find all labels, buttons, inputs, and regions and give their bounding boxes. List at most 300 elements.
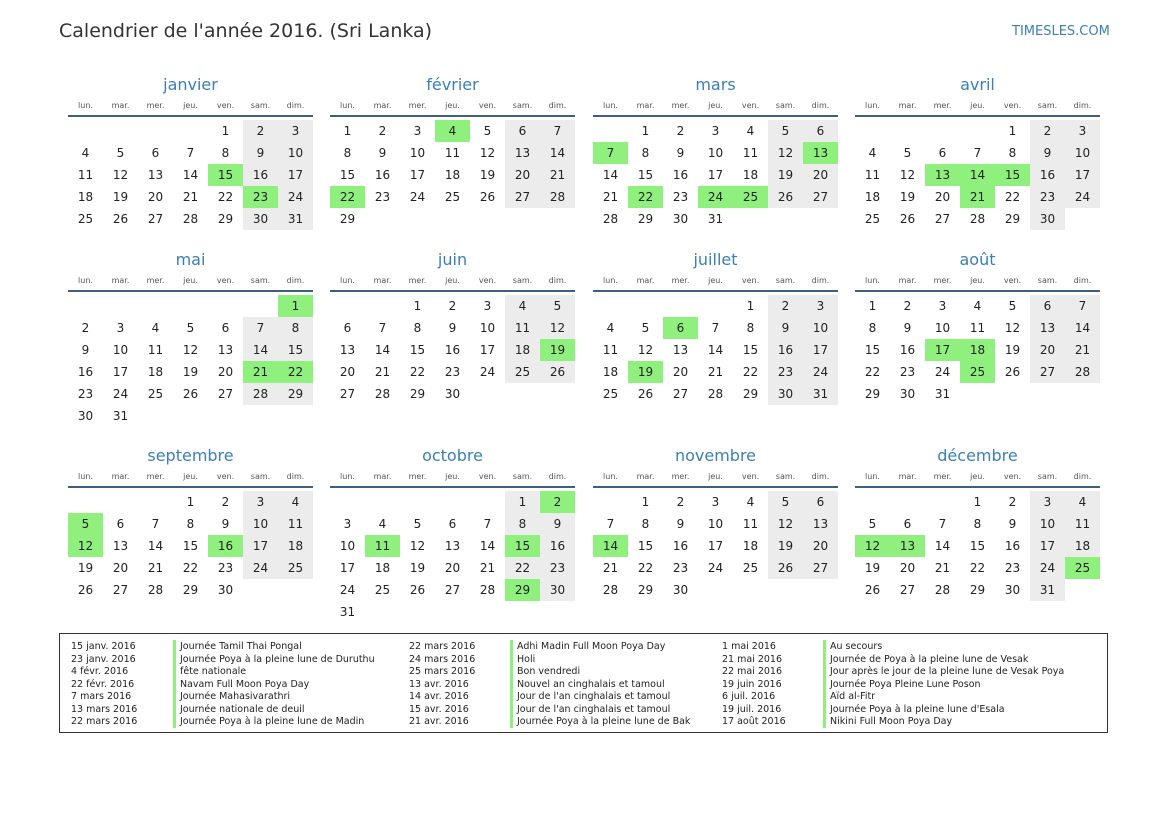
day-cell: 3 <box>413 124 422 138</box>
day-cell: 4 <box>868 146 877 160</box>
weekday-label: dim. <box>811 276 830 285</box>
weekday-label: ven. <box>741 472 760 481</box>
day-cell: 17 <box>1030 535 1065 557</box>
day-cell: 8 <box>505 513 540 535</box>
day-cell: 21 <box>374 365 391 379</box>
day-cell: 18 <box>505 339 540 361</box>
holiday-date: 23 janv. 2016 <box>71 653 136 665</box>
day-cell: 12 <box>409 539 426 553</box>
holiday-day-cell: 24 <box>698 186 733 208</box>
day-cell: 12 <box>182 343 199 357</box>
day-cell: 15 <box>969 539 986 553</box>
weekday-label: mer. <box>408 472 427 481</box>
month-name: mars <box>695 75 736 94</box>
day-cell: 27 <box>505 186 540 208</box>
day-cell: 7 <box>711 321 720 335</box>
day-cell: 2 <box>378 124 387 138</box>
weekday-label: mer. <box>671 276 690 285</box>
day-cell: 28 <box>602 583 619 597</box>
day-cell: 10 <box>707 146 724 160</box>
day-cell: 30 <box>768 383 803 405</box>
weekday-label: ven. <box>478 276 497 285</box>
holiday-day-cell: 16 <box>208 535 243 557</box>
day-cell: 20 <box>803 164 838 186</box>
day-cell: 10 <box>112 343 129 357</box>
holiday-name: fête nationale <box>173 665 246 678</box>
day-cell: 28 <box>243 383 278 405</box>
holiday-day-cell: 19 <box>540 339 575 361</box>
day-cell: 21 <box>934 561 951 575</box>
weekday-label: mer. <box>933 472 952 481</box>
day-cell: 2 <box>676 124 685 138</box>
holiday-day-cell: 21 <box>243 361 278 383</box>
holiday-name: Au secours <box>823 640 882 653</box>
day-cell: 17 <box>707 168 724 182</box>
day-cell: 23 <box>217 561 234 575</box>
day-cell: 1 <box>186 495 195 509</box>
day-cell: 8 <box>413 321 422 335</box>
day-cell: 8 <box>868 321 877 335</box>
day-cell: 18 <box>602 365 619 379</box>
day-cell: 12 <box>899 168 916 182</box>
holiday-day-cell: 23 <box>243 186 278 208</box>
day-cell: 26 <box>864 583 881 597</box>
holiday-name: Journée Poya à la pleine lune de Duruthu <box>173 653 375 666</box>
day-cell: 14 <box>243 339 278 361</box>
day-cell: 10 <box>803 317 838 339</box>
day-cell: 7 <box>938 517 947 531</box>
day-cell: 29 <box>969 583 986 597</box>
month-9 <box>68 445 313 615</box>
day-cell: 22 <box>409 365 426 379</box>
month-divider <box>330 486 575 488</box>
day-cell: 23 <box>672 561 689 575</box>
day-cell: 17 <box>409 168 426 182</box>
day-cell: 16 <box>768 339 803 361</box>
weekday-label: ven. <box>216 472 235 481</box>
day-cell: 3 <box>1030 491 1065 513</box>
day-cell: 6 <box>1030 295 1065 317</box>
day-cell: 13 <box>672 343 689 357</box>
day-cell: 6 <box>151 146 160 160</box>
day-cell: 9 <box>1030 142 1065 164</box>
day-cell: 4 <box>81 146 90 160</box>
day-cell: 30 <box>77 409 94 423</box>
month-divider <box>593 290 838 292</box>
day-cell: 7 <box>243 317 278 339</box>
weekday-label: lun. <box>78 276 93 285</box>
weekday-label: dim. <box>1073 101 1092 110</box>
weekday-label: mer. <box>146 101 165 110</box>
day-cell: 27 <box>934 212 951 226</box>
holiday-date: 22 mai 2016 <box>722 666 783 677</box>
holiday-day-cell: 15 <box>995 164 1030 186</box>
day-cell: 6 <box>903 517 912 531</box>
day-cell: 3 <box>243 491 278 513</box>
day-cell: 9 <box>243 142 278 164</box>
day-cell: 23 <box>672 190 689 204</box>
day-cell: 7 <box>186 146 195 160</box>
holiday-date: 25 mars 2016 <box>409 666 476 677</box>
weekday-label: lun. <box>603 276 618 285</box>
holiday-date: 15 avr. 2016 <box>409 703 469 715</box>
weekday-label: ven. <box>216 276 235 285</box>
day-cell: 8 <box>278 317 313 339</box>
holiday-name: Navam Full Moon Poya Day <box>173 678 309 691</box>
month-divider <box>593 486 838 488</box>
day-cell: 10 <box>243 513 278 535</box>
day-cell: 22 <box>1004 190 1021 204</box>
holiday-day-cell: 6 <box>663 317 698 339</box>
day-cell: 20 <box>672 365 689 379</box>
weekday-label: sam. <box>1037 276 1058 285</box>
day-cell: 5 <box>186 321 195 335</box>
day-cell: 21 <box>602 190 619 204</box>
weekday-label: ven. <box>216 101 235 110</box>
day-cell: 24 <box>409 190 426 204</box>
day-cell: 8 <box>343 146 352 160</box>
day-cell: 26 <box>77 583 94 597</box>
weekday-label: lun. <box>603 472 618 481</box>
day-cell: 12 <box>768 513 803 535</box>
day-cell: 26 <box>899 212 916 226</box>
day-cell: 22 <box>505 557 540 579</box>
weekday-label: jeu. <box>445 472 460 481</box>
day-cell: 25 <box>444 190 461 204</box>
day-cell: 10 <box>707 517 724 531</box>
day-cell: 31 <box>339 605 356 619</box>
holiday-day-cell: 2 <box>540 491 575 513</box>
month-name: décembre <box>937 446 1018 465</box>
month-divider <box>68 290 313 292</box>
day-cell: 20 <box>147 190 164 204</box>
day-cell: 1 <box>641 495 650 509</box>
day-cell: 16 <box>672 539 689 553</box>
weekday-label: jeu. <box>708 472 723 481</box>
holiday-name: Journée Poya à la pleine lune d'Esala <box>823 703 1005 716</box>
day-cell: 15 <box>864 343 881 357</box>
holiday-date: 1 mai 2016 <box>722 641 776 652</box>
day-cell: 2 <box>676 495 685 509</box>
day-cell: 25 <box>147 387 164 401</box>
day-cell: 21 <box>182 190 199 204</box>
month-divider <box>68 486 313 488</box>
day-cell: 10 <box>1030 513 1065 535</box>
day-cell: 5 <box>540 295 575 317</box>
day-cell: 28 <box>147 583 164 597</box>
day-cell: 1 <box>1008 124 1017 138</box>
day-cell: 7 <box>1065 295 1100 317</box>
day-cell: 23 <box>374 190 391 204</box>
weekday-label: sam. <box>1037 472 1058 481</box>
day-cell: 4 <box>606 321 615 335</box>
day-cell: 19 <box>864 561 881 575</box>
holiday-day-cell: 1 <box>278 295 313 317</box>
month-12 <box>855 445 1100 615</box>
holiday-day-cell: 12 <box>855 535 890 557</box>
day-cell: 19 <box>768 164 803 186</box>
day-cell: 6 <box>448 517 457 531</box>
day-cell: 10 <box>339 539 356 553</box>
day-cell: 9 <box>448 321 457 335</box>
holiday-day-cell: 13 <box>925 164 960 186</box>
weekday-label: mer. <box>408 276 427 285</box>
day-cell: 1 <box>746 299 755 313</box>
day-cell: 5 <box>116 146 125 160</box>
day-cell: 6 <box>803 491 838 513</box>
holiday-name: Jour de l'an cinghalais et tamoul <box>510 690 670 703</box>
month-divider <box>68 115 313 117</box>
holiday-day-cell: 19 <box>628 361 663 383</box>
day-cell: 8 <box>186 517 195 531</box>
holiday-date: 21 avr. 2016 <box>409 716 469 727</box>
holiday-name: Adhi Madin Full Moon Poya Day <box>510 640 665 653</box>
day-cell: 11 <box>444 146 461 160</box>
weekday-label: dim. <box>548 472 567 481</box>
day-cell: 27 <box>899 583 916 597</box>
weekday-label: lun. <box>865 276 880 285</box>
weekday-label: lun. <box>340 276 355 285</box>
day-cell: 18 <box>77 190 94 204</box>
month-divider <box>855 486 1100 488</box>
day-cell: 2 <box>81 321 90 335</box>
day-cell: 26 <box>479 190 496 204</box>
weekday-label: ven. <box>1003 101 1022 110</box>
day-cell: 4 <box>746 495 755 509</box>
day-cell: 22 <box>864 365 881 379</box>
day-cell: 19 <box>899 190 916 204</box>
day-cell: 20 <box>899 561 916 575</box>
day-cell: 14 <box>147 539 164 553</box>
month-divider <box>330 115 575 117</box>
day-cell: 17 <box>803 339 838 361</box>
day-cell: 12 <box>1004 321 1021 335</box>
day-cell: 31 <box>707 212 724 226</box>
day-cell: 23 <box>540 557 575 579</box>
day-cell: 8 <box>973 517 982 531</box>
day-cell: 26 <box>540 361 575 383</box>
day-cell: 21 <box>540 164 575 186</box>
day-cell: 15 <box>339 168 356 182</box>
day-cell: 14 <box>374 343 391 357</box>
day-cell: 22 <box>637 561 654 575</box>
day-cell: 8 <box>1008 146 1017 160</box>
day-cell: 29 <box>182 583 199 597</box>
day-cell: 2 <box>768 295 803 317</box>
day-cell: 17 <box>112 365 129 379</box>
holiday-name: Nouvel an cinghalais et tamoul <box>510 678 665 691</box>
day-cell: 20 <box>1030 339 1065 361</box>
day-cell: 16 <box>77 365 94 379</box>
day-cell: 5 <box>768 120 803 142</box>
holiday-day-cell: 4 <box>435 120 470 142</box>
month-name: août <box>959 250 996 269</box>
holiday-day-cell: 11 <box>365 535 400 557</box>
day-cell: 17 <box>243 535 278 557</box>
holiday-day-cell: 13 <box>890 535 925 557</box>
weekday-label: mar. <box>373 276 392 285</box>
day-cell: 9 <box>903 321 912 335</box>
month-4 <box>855 74 1100 244</box>
weekday-label: mer. <box>933 276 952 285</box>
day-cell: 30 <box>672 212 689 226</box>
weekday-label: mar. <box>898 472 917 481</box>
day-cell: 19 <box>409 561 426 575</box>
day-cell: 5 <box>483 124 492 138</box>
day-cell: 24 <box>339 583 356 597</box>
day-cell: 28 <box>540 186 575 208</box>
day-cell: 8 <box>221 146 230 160</box>
day-cell: 8 <box>746 321 755 335</box>
day-cell: 2 <box>448 299 457 313</box>
day-cell: 1 <box>868 299 877 313</box>
day-cell: 7 <box>151 517 160 531</box>
day-cell: 12 <box>112 168 129 182</box>
month-11 <box>593 445 838 615</box>
holiday-day-cell: 17 <box>925 339 960 361</box>
month-name: mai <box>175 250 206 269</box>
day-cell: 25 <box>374 583 391 597</box>
day-cell: 29 <box>742 387 759 401</box>
weekday-label: dim. <box>548 101 567 110</box>
holiday-day-cell: 14 <box>960 164 995 186</box>
day-cell: 19 <box>1004 343 1021 357</box>
holiday-date: 17 août 2016 <box>722 716 786 727</box>
day-cell: 16 <box>540 535 575 557</box>
month-divider <box>855 290 1100 292</box>
day-cell: 21 <box>707 365 724 379</box>
day-cell: 25 <box>278 557 313 579</box>
day-cell: 18 <box>374 561 391 575</box>
weekday-label: dim. <box>1073 276 1092 285</box>
day-cell: 21 <box>147 561 164 575</box>
holiday-day-cell: 22 <box>278 361 313 383</box>
holiday-day-cell: 13 <box>803 142 838 164</box>
day-cell: 25 <box>742 561 759 575</box>
day-cell: 22 <box>182 561 199 575</box>
day-cell: 26 <box>768 186 803 208</box>
holiday-date: 13 avr. 2016 <box>409 678 469 690</box>
holiday-list <box>59 633 1108 733</box>
day-cell: 30 <box>540 579 575 601</box>
day-cell: 2 <box>221 495 230 509</box>
day-cell: 5 <box>641 321 650 335</box>
day-cell: 21 <box>1065 339 1100 361</box>
brand-link[interactable]: TIMESLES.COM <box>1012 24 1110 39</box>
day-cell: 16 <box>1030 164 1065 186</box>
day-cell: 26 <box>637 387 654 401</box>
day-cell: 28 <box>479 583 496 597</box>
day-cell: 20 <box>217 365 234 379</box>
day-cell: 20 <box>934 190 951 204</box>
day-cell: 6 <box>221 321 230 335</box>
page-title: Calendrier de l'année 2016. (Sri Lanka) <box>59 20 433 42</box>
day-cell: 27 <box>444 583 461 597</box>
day-cell: 11 <box>77 168 94 182</box>
day-cell: 19 <box>768 535 803 557</box>
day-cell: 24 <box>803 361 838 383</box>
holiday-day-cell: 12 <box>68 535 103 557</box>
day-cell: 13 <box>217 343 234 357</box>
weekday-label: jeu. <box>445 101 460 110</box>
day-cell: 24 <box>278 186 313 208</box>
holiday-day-cell: 14 <box>593 535 628 557</box>
day-cell: 13 <box>339 343 356 357</box>
day-cell: 21 <box>479 561 496 575</box>
day-cell: 19 <box>112 190 129 204</box>
day-cell: 4 <box>378 517 387 531</box>
day-cell: 4 <box>505 295 540 317</box>
weekday-label: lun. <box>865 472 880 481</box>
day-cell: 11 <box>505 317 540 339</box>
day-cell: 5 <box>903 146 912 160</box>
day-cell: 12 <box>479 146 496 160</box>
weekday-label: jeu. <box>970 472 985 481</box>
day-cell: 16 <box>243 164 278 186</box>
day-cell: 2 <box>1008 495 1017 509</box>
day-cell: 29 <box>864 387 881 401</box>
day-cell: 11 <box>969 321 986 335</box>
day-cell: 28 <box>934 583 951 597</box>
weekday-label: dim. <box>811 101 830 110</box>
day-cell: 5 <box>1008 299 1017 313</box>
weekday-label: jeu. <box>970 276 985 285</box>
day-cell: 16 <box>1004 539 1021 553</box>
day-cell: 13 <box>147 168 164 182</box>
day-cell: 10 <box>1065 142 1100 164</box>
weekday-label: sam. <box>512 101 533 110</box>
day-cell: 31 <box>278 208 313 230</box>
day-cell: 3 <box>938 299 947 313</box>
day-cell: 3 <box>483 299 492 313</box>
day-cell: 4 <box>151 321 160 335</box>
weekday-label: sam. <box>775 276 796 285</box>
weekday-label: mer. <box>146 276 165 285</box>
weekday-label: jeu. <box>445 276 460 285</box>
day-cell: 27 <box>803 186 838 208</box>
day-cell: 1 <box>221 124 230 138</box>
weekday-label: sam. <box>512 472 533 481</box>
month-name: juillet <box>693 250 738 269</box>
weekday-label: jeu. <box>708 276 723 285</box>
day-cell: 9 <box>378 146 387 160</box>
holiday-date: 7 mars 2016 <box>71 691 132 702</box>
day-cell: 1 <box>641 124 650 138</box>
day-cell: 10 <box>934 321 951 335</box>
day-cell: 11 <box>602 343 619 357</box>
holiday-date: 6 juil. 2016 <box>722 691 776 702</box>
day-cell: 15 <box>742 343 759 357</box>
holiday-name: Journée Poya Pleine Lune Poson <box>823 678 981 691</box>
day-cell: 28 <box>374 387 391 401</box>
day-cell: 17 <box>1065 164 1100 186</box>
day-cell: 29 <box>409 387 426 401</box>
holiday-day-cell: 7 <box>593 142 628 164</box>
day-cell: 13 <box>444 539 461 553</box>
weekday-label: lun. <box>78 101 93 110</box>
day-cell: 23 <box>77 387 94 401</box>
day-cell: 13 <box>803 513 838 535</box>
holiday-name: Nikini Full Moon Poya Day <box>823 715 952 728</box>
day-cell: 1 <box>973 495 982 509</box>
day-cell: 29 <box>637 583 654 597</box>
day-cell: 23 <box>1004 561 1021 575</box>
day-cell: 22 <box>969 561 986 575</box>
weekday-label: sam. <box>250 276 271 285</box>
month-7 <box>593 249 838 419</box>
holiday-name: Jour après le jour de la pleine lune de Vesak Poya <box>823 665 1064 678</box>
day-cell: 24 <box>707 561 724 575</box>
